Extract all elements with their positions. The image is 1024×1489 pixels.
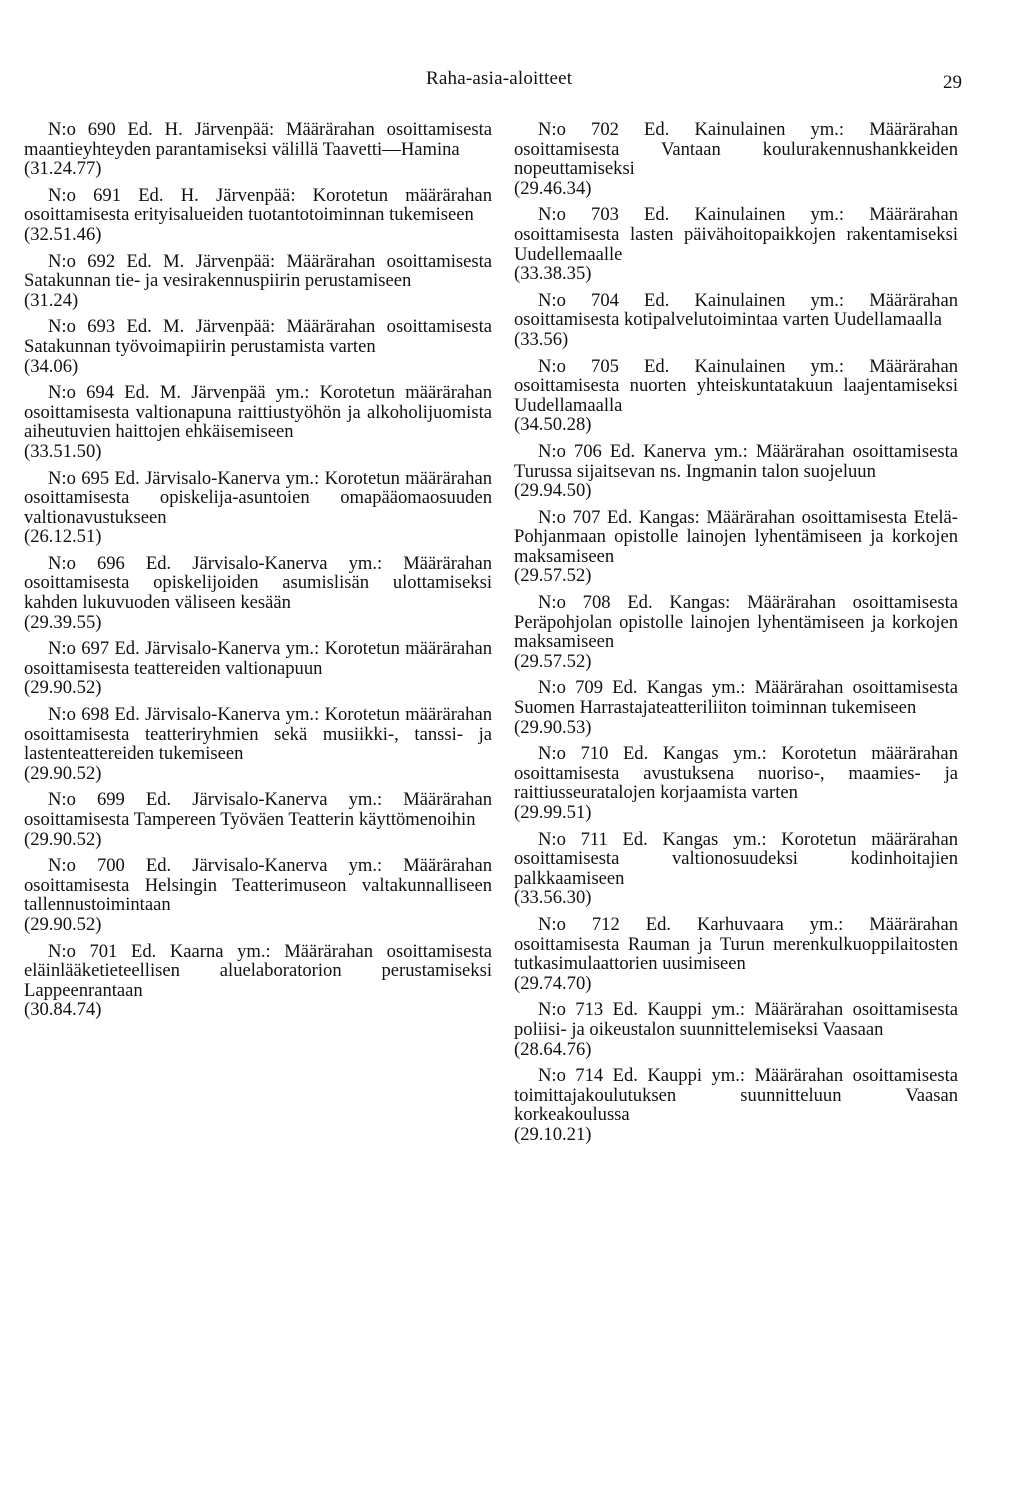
budget-reference: (26.12.51) [24,526,102,548]
motion-title: N:o 690 Ed. H. Järvenpää: Määrärahan osoittamisesta maantieyhteyden parantamiseksi välillä Taavetti—Hamina [24,119,492,160]
motion-entry [514,442,958,501]
budget-reference: (31.24) [24,289,79,311]
budget-reference: (29.39.55) [24,611,102,633]
motion-entry [24,186,492,245]
budget-reference: (29.90.53) [514,716,592,738]
budget-reference: (29.90.52) [24,677,102,699]
budget-reference: (34.50.28) [514,414,592,436]
motion-entry [514,1066,958,1144]
page-number: 29 [943,72,962,93]
budget-reference: (29.74.70) [514,972,592,994]
motion-title: N:o 697 Ed. Järvisalo-Kanerva ym.: Korotetun määrärahan osoittamisesta teattereiden valtionapuun [24,638,492,679]
motion-entry [514,205,958,283]
motion-entry [24,252,492,311]
motion-title: N:o 692 Ed. M. Järvenpää: Määrärahan osoittamisesta Satakunnan tie- ja vesirakennuspiirin perustamiseen [24,250,492,292]
budget-reference: (33.56) [514,328,569,350]
motion-entry [24,469,492,547]
budget-reference: (29.57.52) [514,650,592,672]
budget-reference: (32.51.46) [24,223,102,245]
budget-reference: (33.51.50) [24,440,102,462]
motion-title: N:o 693 Ed. M. Järvenpää: Määrärahan osoittamisesta Satakunnan työvoimapiirin perustamista varten [24,316,492,357]
budget-reference: (29.57.52) [514,565,592,587]
motion-entry [24,120,492,179]
right-column [514,120,958,1152]
motion-title: N:o 702 Ed. Kainulainen ym.: Määrärahan osoittamisesta Vantaan koulurakennushankkeiden nopeuttamiseksi [514,119,958,180]
motion-title: N:o 695 Ed. Järvisalo-Kanerva ym.: Korotetun määrärahan osoittamisesta opiskelija-asuntoien omapääomaosuuden valtionavustukseen [24,467,492,528]
motion-title: N:o 712 Ed. Karhuvaara ym.: Määrärahan osoittamisesta Rauman ja Turun merenkulkuoppilaitosten tutkasimulaattorien uusimiseen [514,913,958,975]
budget-reference: (28.64.76) [514,1038,592,1060]
motion-entry [514,593,958,671]
motion-title: N:o 706 Ed. Kanerva ym.: Määrärahan osoittamisesta Turussa sijaitsevan ns. Ingmanin talon suojeluun [514,440,958,482]
motion-title: N:o 704 Ed. Kainulainen ym.: Määrärahan osoittamisesta kotipalvelutoimintaa varten Uudellamaalla [514,289,958,331]
budget-reference: (33.56.30) [514,887,592,909]
motion-title: N:o 701 Ed. Kaarna ym.: Määrärahan osoittamisesta eläinlääketieteellisen aluelaboratorion perustamiseksi Lappeenrantaan [24,940,492,1001]
budget-reference: (29.90.52) [24,828,102,850]
motion-title: N:o 713 Ed. Kauppi ym.: Määrärahan osoittamisesta poliisi- ja oikeustalon suunnittelemiseksi Vaasaan [514,999,958,1040]
running-title: Raha-asia-aloitteet [426,68,573,89]
motion-title: N:o 705 Ed. Kainulainen ym.: Määrärahan osoittamisesta nuorten yhteiskuntatakuun laajentamiseksi Uudellamaalla [514,355,958,416]
budget-reference: (29.99.51) [514,802,592,823]
motion-title: N:o 691 Ed. H. Järvenpää: Korotetun määrärahan osoittamisesta erityisalueiden tuotantotoiminnan tukemiseen [24,184,492,226]
motion-title: N:o 711 Ed. Kangas ym.: Korotetun määrärahan osoittamisesta valtionosuudeksi kodinhoitajien palkkaamiseen [514,828,958,889]
budget-reference: (29.90.52) [24,913,102,935]
motion-title: N:o 696 Ed. Järvisalo-Kanerva ym.: Määrärahan osoittamisesta opiskelijoiden asumislisän ulottamiseksi kahden lukuvuoden väliseen kesään [24,552,492,614]
motion-title: N:o 710 Ed. Kangas ym.: Korotetun määrärahan osoittamisesta avustuksena nuoriso-, maamies- ja raittiusseuratalojen korjaamista varten [514,743,958,804]
budget-reference: (29.94.50) [514,480,592,502]
motion-entry [514,291,958,350]
budget-reference: (33.38.35) [514,263,592,285]
motion-entry [514,1000,958,1059]
left-column [24,120,492,1027]
motion-title: N:o 699 Ed. Järvisalo-Kanerva ym.: Määrärahan osoittamisesta Tampereen Työväen Teatterin käyttömenoihin [24,789,492,830]
motion-title: N:o 700 Ed. Järvisalo-Kanerva ym.: Määrärahan osoittamisesta Helsingin Teatterimuseon valtakunnalliseen tallennustoimintaan [24,855,492,916]
motion-entry [514,678,958,737]
motion-entry [514,830,958,908]
motion-title: N:o 709 Ed. Kangas ym.: Määrärahan osoittamisesta Suomen Harrastajateatteriliiton toiminnan tukemiseen [514,677,958,719]
motion-entry [24,554,492,632]
motion-entry [514,744,958,822]
page-header [0,68,1024,98]
budget-reference: (29.90.52) [24,762,102,784]
budget-reference: (31.24.77) [24,158,102,180]
motion-title: N:o 714 Ed. Kauppi ym.: Määrärahan osoittamisesta toimittajakoulutuksen suunnitteluun Vaasan korkeakoulussa [514,1065,958,1126]
motion-entry [514,357,958,435]
budget-reference: (34.06) [24,355,79,377]
motion-entry [24,790,492,849]
budget-reference: (29.46.34) [514,177,592,199]
motion-entry [514,915,958,993]
motion-title: N:o 707 Ed. Kangas: Määrärahan osoittamisesta Etelä-Pohjanmaan opistolle lainojen lyhentämiseen ja korkojen maksamiseen [514,506,958,567]
motion-entry [24,317,492,376]
motion-entry [24,639,492,698]
motion-entry [514,120,958,198]
budget-reference: (30.84.74) [24,999,102,1021]
motion-title: N:o 694 Ed. M. Järvenpää ym.: Korotetun määrärahan osoittamisesta valtionapuna raittiustyöhön ja alkoholijuomista aiheutuvien haittojen ehkäisemiseen [24,382,492,443]
motion-entry [514,508,958,586]
motion-entry [24,383,492,461]
motion-entry [24,705,492,783]
motion-title: N:o 703 Ed. Kainulainen ym.: Määrärahan osoittamisesta lasten päivähoitopaikkojen rakentamiseksi Uudellemaalle [514,204,958,265]
motion-title: N:o 708 Ed. Kangas: Määrärahan osoittamisesta Peräpohjolan opistolle lainojen lyhentämiseen ja korkojen maksamiseen [514,592,958,653]
budget-reference: (29.10.21) [514,1123,592,1145]
motion-entry [24,942,492,1020]
motion-entry [24,856,492,934]
motion-title: N:o 698 Ed. Järvisalo-Kanerva ym.: Korotetun määrärahan osoittamisesta teatteriryhmien sekä musiikki-, tanssi- ja lastenteattereiden tukemiseen [24,704,492,765]
